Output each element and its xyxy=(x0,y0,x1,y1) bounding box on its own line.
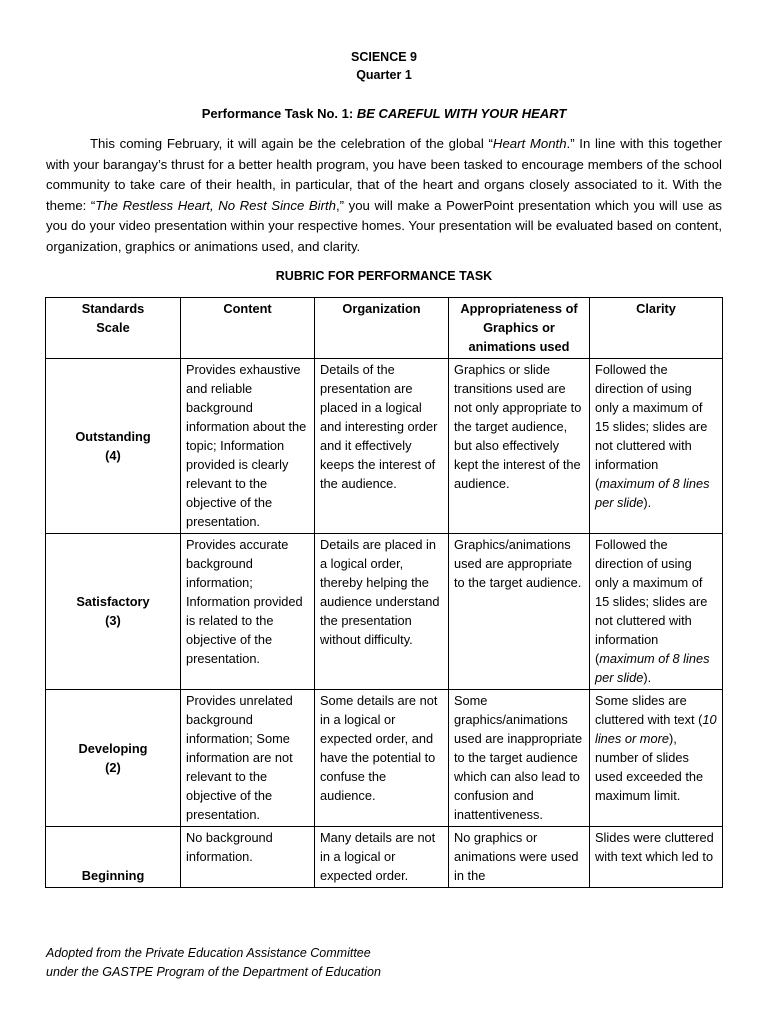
clarity-cell: Followed the direction of using only a maximum of 15 slides; slides are not cluttered with information (maximum of 8 lines per slide). xyxy=(590,534,723,690)
intro-part-1: This coming February, it will again be the celebration of the global “ xyxy=(90,136,493,151)
rubric-title: RUBRIC FOR PERFORMANCE TASK xyxy=(275,269,493,283)
rubric-table xyxy=(45,297,723,888)
graphics-cell: No graphics or animations were used in the xyxy=(449,827,590,888)
header-standards-scale: Standards Scale xyxy=(46,298,181,359)
intro-part-3: ,” you will make a PowerPoint presentation which you will use as you do your video presentation within your respective homes. Your presentation will be evaluated based on content, organization, graphics or animations used, and clarity. xyxy=(46,197,722,254)
source-note-line-1: Adopted from the Private Education Assistance Committee xyxy=(46,946,371,960)
organization-cell: Many details are not in a logical or expected order. xyxy=(315,827,449,888)
task-prefix: Performance Task No. 1: xyxy=(201,106,357,121)
graphics-cell: Graphics/animations used are appropriate to the target audience. xyxy=(449,534,590,690)
scale-cell: Outstanding (4) xyxy=(46,359,181,534)
header-clarity: Clarity xyxy=(590,298,723,359)
rubric-row-satisfactory xyxy=(46,534,723,690)
header-content: Content xyxy=(181,298,315,359)
content-cell: No background information. xyxy=(181,827,315,888)
task-title: BE CAREFUL WITH YOUR HEART xyxy=(356,106,567,121)
rubric-row-developing xyxy=(46,690,723,827)
graphics-cell: Graphics or slide transitions used are not only appropriate to the target audience, but also effectively kept the interest of the audience. xyxy=(449,359,590,534)
source-note xyxy=(46,944,381,982)
header-organization: Organization xyxy=(315,298,449,359)
header-graphics: Appropriateness of Graphics or animations used xyxy=(449,298,590,359)
organization-cell: Details are placed in a logical order, thereby helping the audience understand the presentation without difficulty. xyxy=(315,534,449,690)
graphics-cell: Some graphics/animations used are inappropriate to the target audience which can also lead to confusion and inattentiveness. xyxy=(449,690,590,827)
source-note-line-2: under the GASTPE Program of the Department of Education xyxy=(46,965,381,979)
rubric-row-outstanding xyxy=(46,359,723,534)
content-cell: Provides accurate background information; Information provided is related to the objective of the presentation. xyxy=(181,534,315,690)
organization-cell: Details of the presentation are placed in a logical and interesting order and it effectively keeps the interest of the audience. xyxy=(315,359,449,534)
clarity-cell: Followed the direction of using only a maximum of 15 slides; slides are not cluttered with information (maximum of 8 lines per slide). xyxy=(590,359,723,534)
intro-part-2: .” In line with this together with your barangay’s thrust for a better health program, you have been tasked to encourage members of the school community to take care of their health, in particular, that of the heart and organs closely associated to it. With the theme: “ xyxy=(46,136,722,213)
content-cell: Provides exhaustive and reliable background information about the topic; Information provided is clearly relevant to the objective of the presentation. xyxy=(181,359,315,534)
theme-text: The Restless Heart, No Rest Since Birth xyxy=(95,197,336,213)
subject-title: SCIENCE 9 xyxy=(351,50,417,64)
rubric-row-beginning xyxy=(46,827,723,888)
intro-paragraph xyxy=(46,134,722,257)
scale-cell: Developing (2) xyxy=(46,690,181,827)
heart-month-text: Heart Month xyxy=(492,136,567,151)
scale-cell: Satisfactory (3) xyxy=(46,534,181,690)
content-cell: Provides unrelated background information; Some information are not relevant to the objective of the presentation. xyxy=(181,690,315,827)
quarter-title: Quarter 1 xyxy=(356,68,412,82)
rubric-header-row xyxy=(46,298,723,359)
clarity-cell: Slides were cluttered with text which led to xyxy=(590,827,723,888)
scale-cell: Beginning xyxy=(46,827,181,888)
organization-cell: Some details are not in a logical or expected order, and have the potential to confuse the audience. xyxy=(315,690,449,827)
task-heading xyxy=(0,106,768,121)
clarity-cell: Some slides are cluttered with text (10 lines or more), number of slides used exceeded the maximum limit. xyxy=(590,690,723,827)
